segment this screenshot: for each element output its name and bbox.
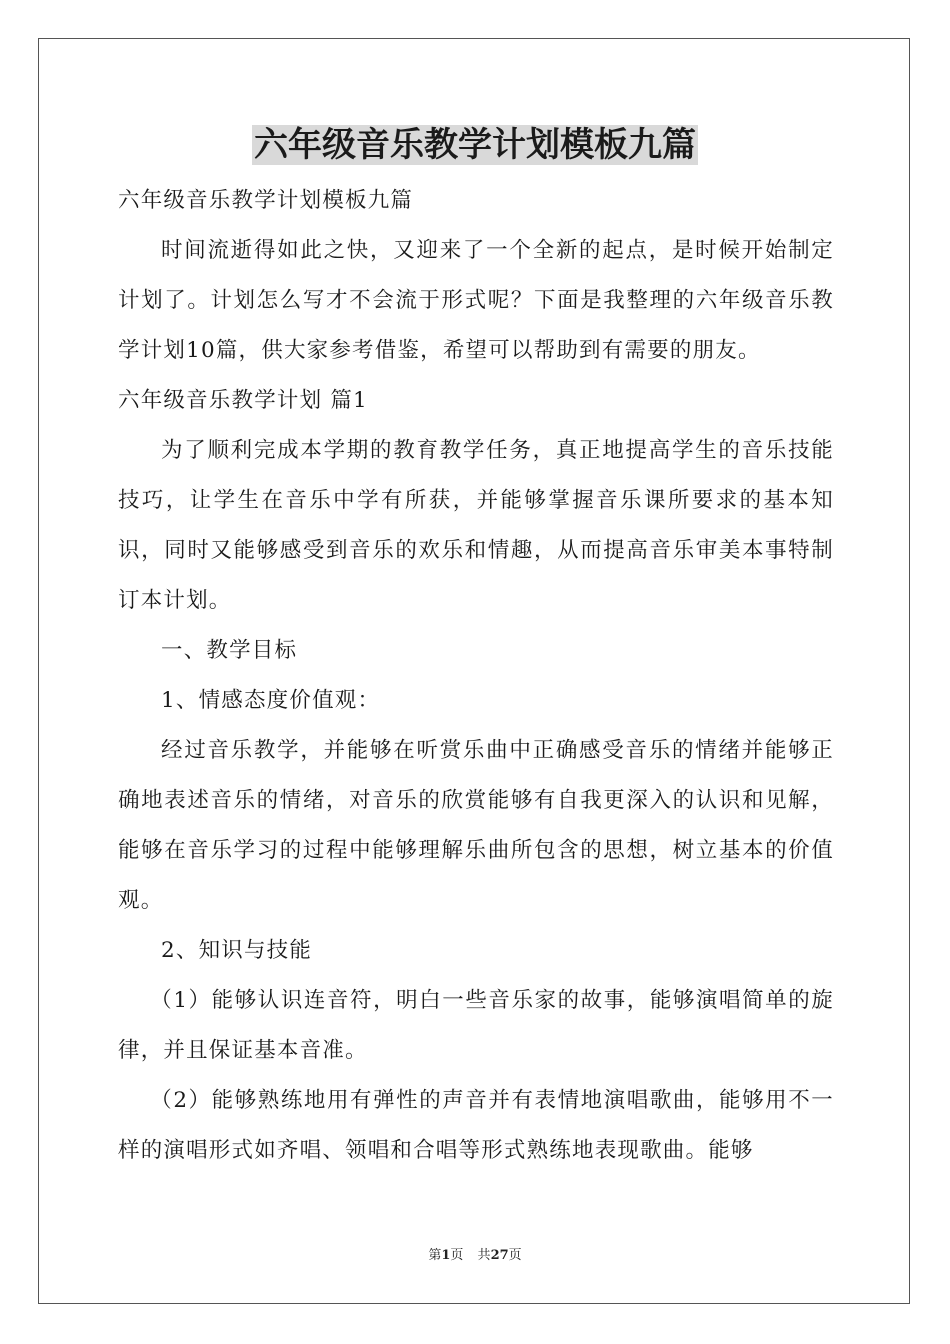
document-body: [118, 176, 834, 1176]
total-suffix: 页: [508, 1248, 522, 1263]
heading-knowledge-skills: 2、知识与技能: [161, 938, 313, 963]
paragraph-skill-2: （2）能够熟练地用有弹性的声音并有表情地演唱歌曲，能够用不一样的演唱形式如齐唱、领唱和合唱等形式熟练地表现歌曲。能够: [118, 1088, 834, 1163]
total-prefix: 共: [477, 1248, 491, 1263]
heading-emotion-values: 1、情感态度价值观：: [161, 688, 381, 713]
page-current: 1: [441, 1248, 451, 1263]
paragraph-purpose: 为了顺利完成本学期的教育教学任务，真正地提高学生的音乐技能技巧，让学生在音乐中学有所获，并能够掌握音乐课所要求的基本知识，同时又能够感受到音乐的欢乐和情趣，从而提高音乐审美本事特制订本计划。: [118, 438, 834, 613]
page-total: [478, 1248, 522, 1263]
paragraph-skill-1: （1）能够认识连音符，明白一些音乐家的故事，能够演唱简单的旋律，并且保证基本音准。: [118, 988, 834, 1063]
section-heading: 六年级音乐教学计划 篇1: [118, 388, 368, 413]
page-number: [428, 1248, 463, 1263]
paragraph-intro: 时间流逝得如此之快，又迎来了一个全新的起点，是时候开始制定计划了。计划怎么写才不会流于形式呢？下面是我整理的六年级音乐教学计划10篇，供大家参考借鉴，希望可以帮助到有需要的朋友。: [118, 238, 834, 363]
total-count: 27: [490, 1248, 509, 1263]
paragraph-subtitle: 六年级音乐教学计划模板九篇: [118, 188, 414, 213]
page-suffix: 页: [450, 1248, 464, 1263]
page-footer: [0, 1247, 950, 1265]
heading-teaching-goals: 一、教学目标: [161, 638, 298, 663]
paragraph-emotion-values: 经过音乐教学，并能够在听赏乐曲中正确感受音乐的情绪并能够正确地表述音乐的情绪，对音乐的欣赏能够有自我更深入的认识和见解，能够在音乐学习的过程中能够理解乐曲所包含的思想，树立基本的价值观。: [118, 738, 834, 913]
document-title-text: 六年级音乐教学计划模板九篇: [254, 125, 696, 165]
page-prefix: 第: [428, 1248, 442, 1263]
document-title: [0, 122, 950, 168]
